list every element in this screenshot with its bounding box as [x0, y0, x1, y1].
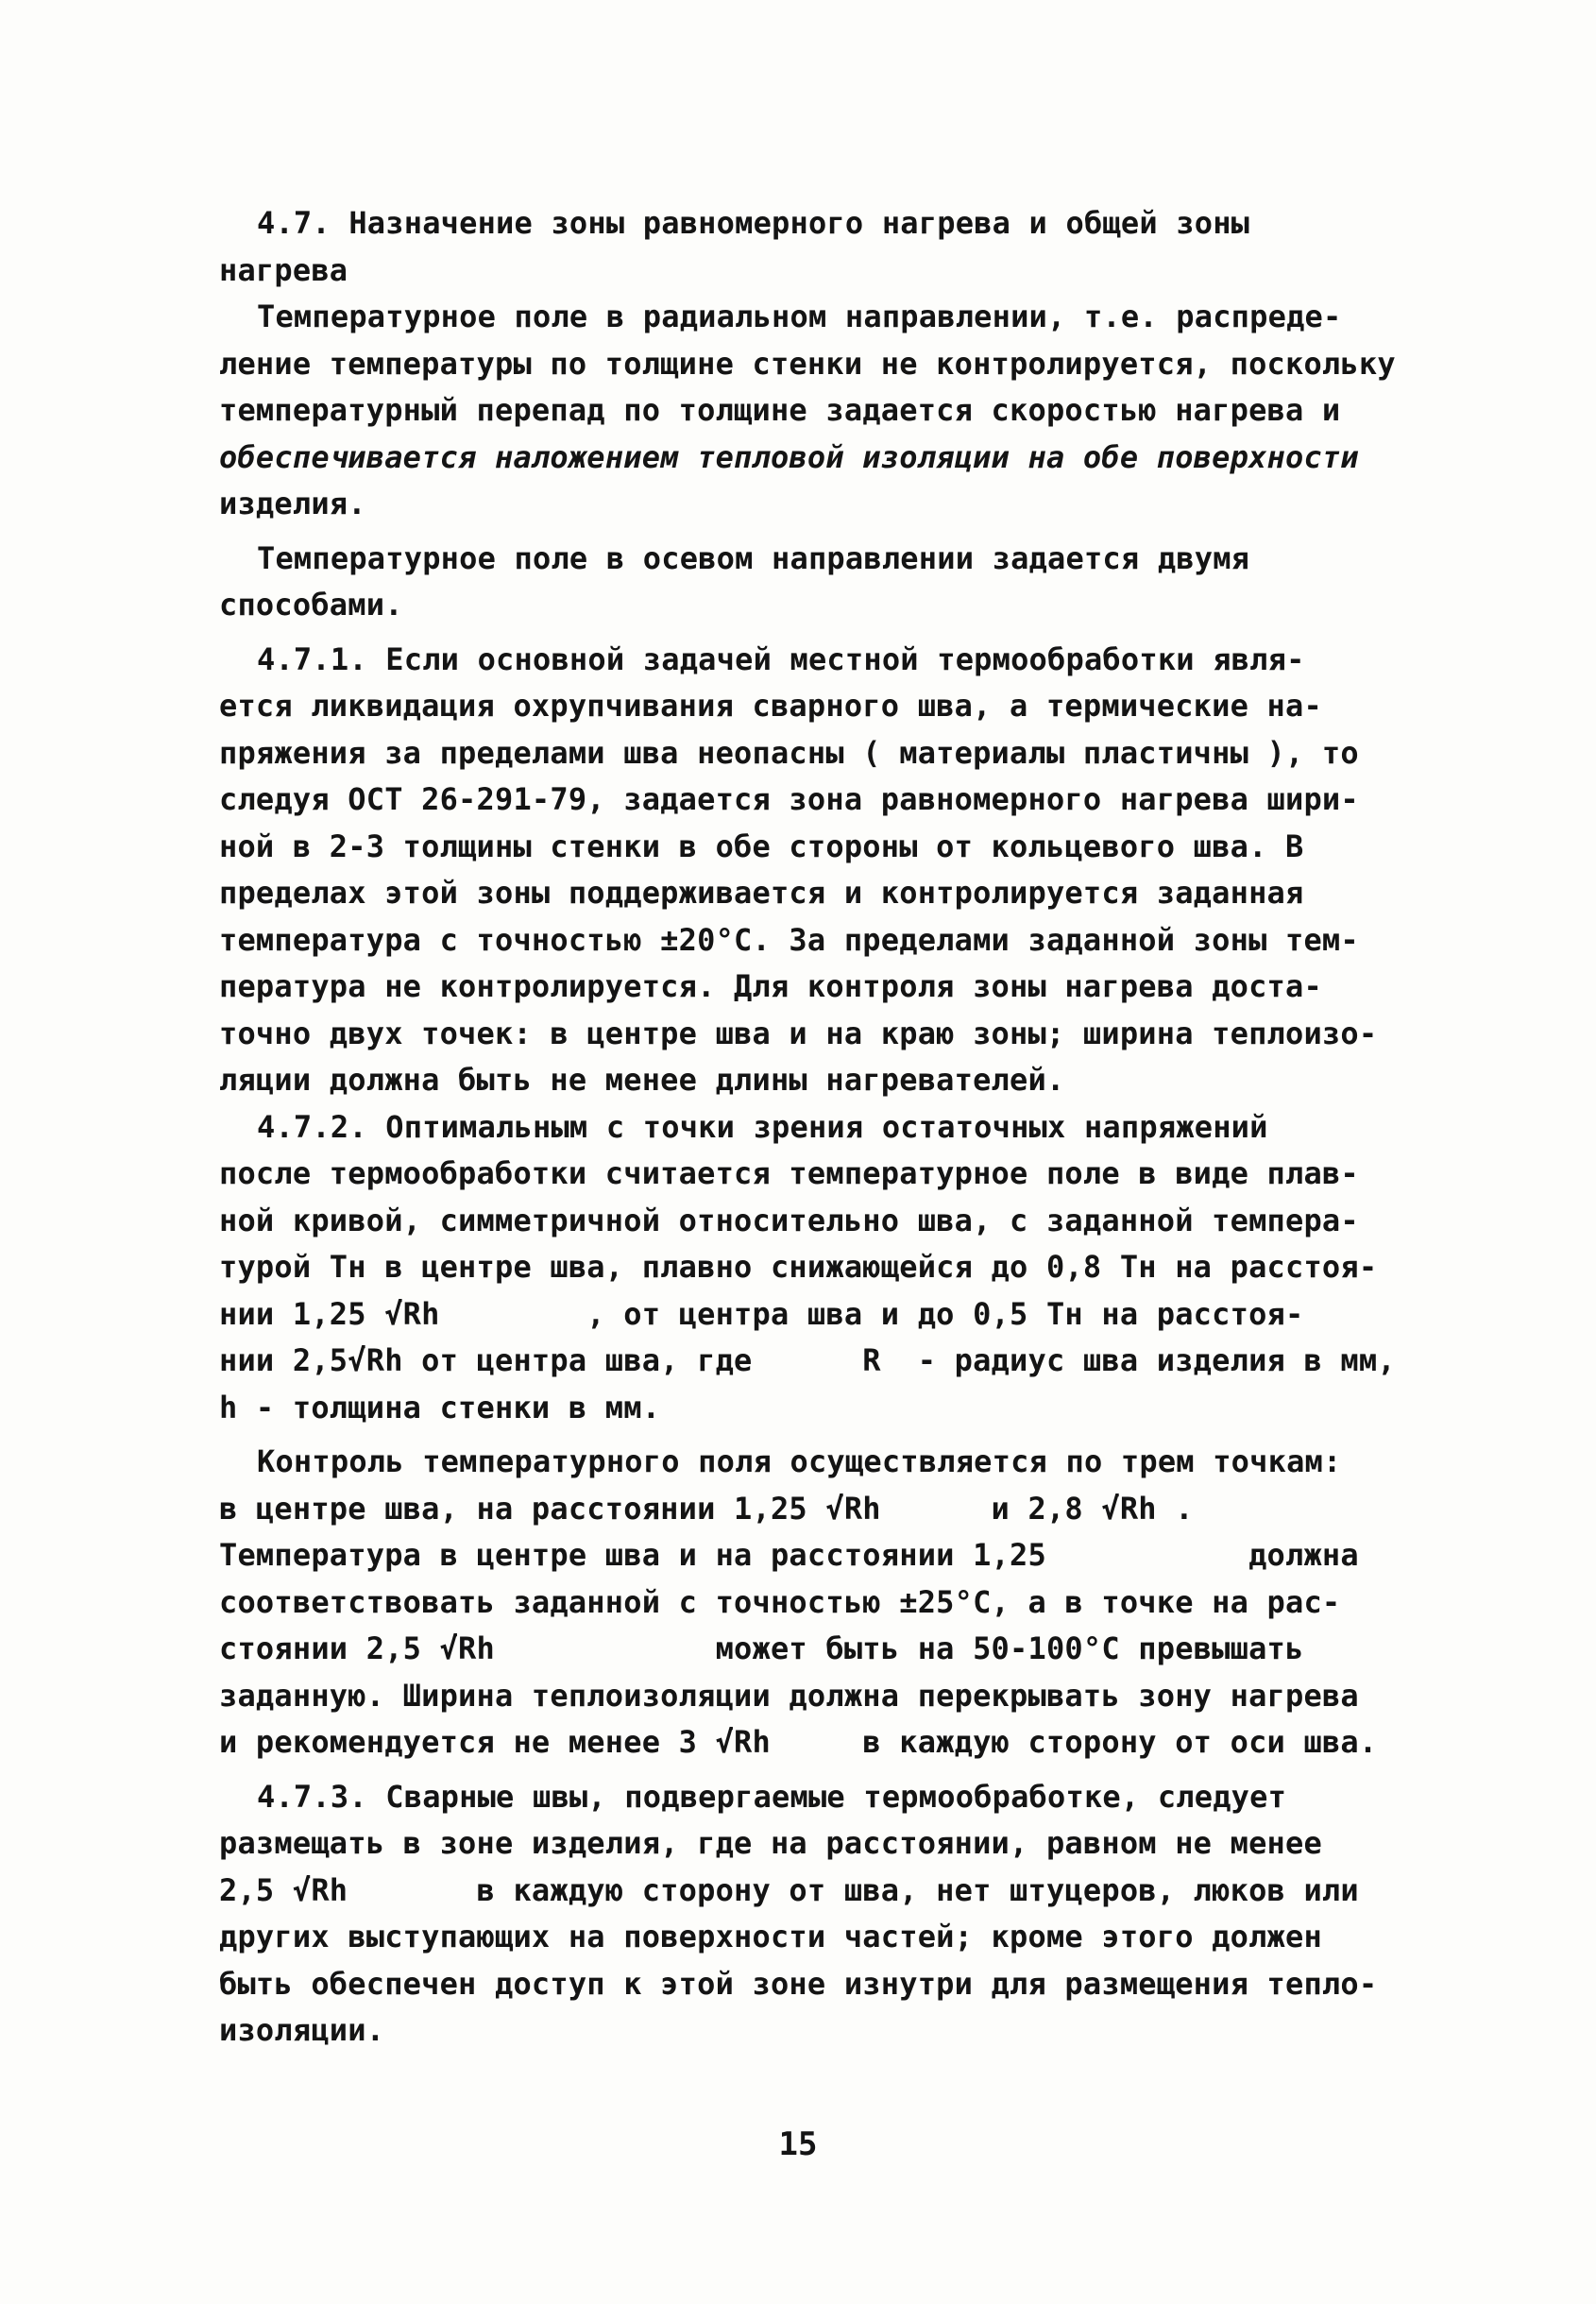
section-heading: [219, 200, 1409, 294]
text-line: размещать в зоне изделия, где на расстоянии, равном не менее: [219, 1825, 1322, 1861]
paragraph-4-7-3: [219, 1774, 1409, 2055]
text-line: Температурное поле в осевом направлении задается двумя: [257, 539, 1250, 576]
text-line: Температура в центре шва и на расстоянии 1,25 должна: [219, 1537, 1359, 1573]
text-line: и рекомендуется не менее 3 √Rh в каждую сторону от оси шва.: [219, 1724, 1378, 1760]
text-line: соответствовать заданной с точностью ±25°С, а в точке на рас-: [219, 1583, 1341, 1620]
text-line: точно двух точек: в центре шва и на краю зоны; ширина теплоизо-: [219, 1015, 1378, 1051]
text-line: температурный перепад по толщине задается скоростью нагрева и: [219, 392, 1341, 428]
text-line: нии 1,25 √Rh , от центра шва и до 0,5 Тн на расстоя-: [219, 1295, 1304, 1332]
text-line: в центре шва, на расстоянии 1,25 √Rh и 2,8 √Rh .: [219, 1490, 1194, 1527]
paragraph-axial-field: [219, 536, 1409, 629]
text-line: ется ликвидация охрупчивания сварного шва, а термические на-: [219, 688, 1322, 724]
text-line: заданную. Ширина теплоизоляции должна перекрывать зону нагрева: [219, 1677, 1359, 1714]
text-line: нии 2,5√Rh от центра шва, где R - радиус шва изделия в мм,: [219, 1342, 1396, 1378]
text-line: ной кривой, симметричной относительно шва, с заданной темпера-: [219, 1202, 1359, 1238]
text-line: способами.: [219, 587, 403, 623]
paragraph-control-points: [219, 1439, 1409, 1766]
text-line: h - толщина стенки в мм.: [219, 1389, 661, 1425]
text-line: изделия.: [219, 486, 366, 521]
text-line: ной в 2-3 толщины стенки в обе стороны от кольцевого шва. В: [219, 828, 1304, 864]
text-line: турой Тн в центре шва, плавно снижающейся до 0,8 Тн на расстоя-: [219, 1249, 1378, 1285]
text-line: стоянии 2,5 √Rh может быть на 50-100°С превышать: [219, 1630, 1304, 1666]
text-line: 4.7.2. Оптимальным с точки зрения остаточных напряжений: [257, 1108, 1268, 1145]
text-line: Температурное поле в радиальном направлении, т.е. распреде-: [257, 299, 1342, 334]
text-line: Контроль температурного поля осуществляется по трем точкам:: [257, 1443, 1342, 1479]
text-line: других выступающих на поверхности частей; кроме этого должен: [219, 1919, 1322, 1954]
text-line: ление температуры по толщине стенки не контролируется, поскольку: [219, 345, 1396, 382]
text-line: пература не контролируется. Для контроля зоны нагрева доста-: [219, 968, 1322, 1004]
paragraph-4-7-2: [219, 1104, 1409, 1432]
heading-line: 4.7. Назначение зоны равномерного нагрева и общей зоны: [257, 205, 1250, 241]
text-line: изоляции.: [219, 2012, 385, 2048]
text-line: пряжения за пределами шва неопасны ( материалы пластичны ), то: [219, 734, 1359, 771]
text-line: после термообработки считается температурное поле в виде плав-: [219, 1155, 1359, 1191]
page-number: 15: [778, 2125, 818, 2163]
text-line: 2,5 √Rh в каждую сторону от шва, нет штуцеров, люков или: [219, 1871, 1359, 1908]
text-line: быть обеспечен доступ к этой зоне изнутри для размещения тепло-: [219, 1965, 1378, 2002]
document-body: [219, 200, 1409, 2055]
heading-line: нагрева: [219, 251, 348, 288]
text-line: следуя ОСТ 26-291-79, задается зона равномерного нагрева шири-: [219, 781, 1359, 817]
text-line: ляции должна быть не менее длины нагревателей.: [219, 1062, 1065, 1098]
text-line: 4.7.3. Сварные швы, подвергаемые термообработке, следует: [257, 1778, 1287, 1815]
text-line: пределах этой зоны поддерживается и контролируется заданная: [219, 875, 1304, 911]
text-line: обеспечивается наложением тепловой изоляции на обе поверхности: [219, 438, 1359, 475]
paragraph-4-7-1: [219, 637, 1409, 1104]
paragraph-radial-field: [219, 294, 1409, 528]
text-line: 4.7.1. Если основной задачей местной термообработки явля-: [257, 640, 1305, 677]
text-line: температура с точностью ±20°С. За пределами заданной зоны тем-: [219, 921, 1359, 958]
